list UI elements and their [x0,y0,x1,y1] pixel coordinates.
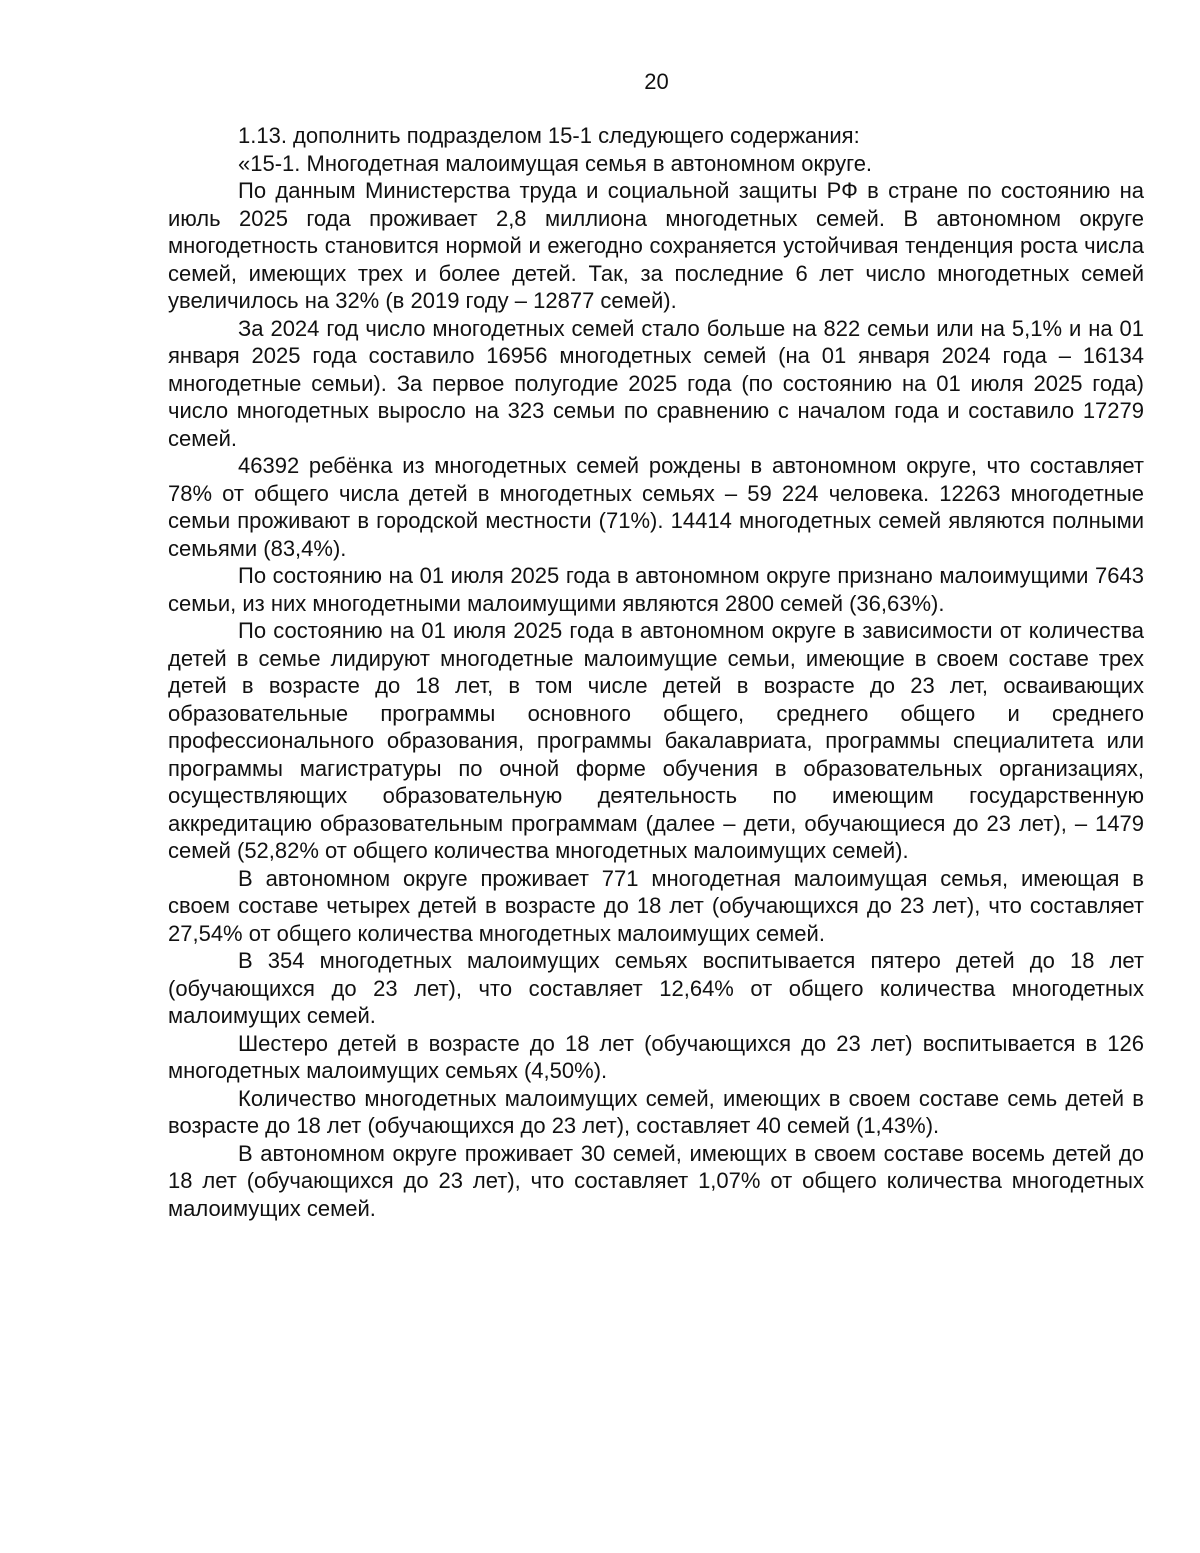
paragraph-subsection-title: «15-1. Многодетная малоимущая семья в автономном округе. [238,150,873,176]
paragraph-ministry-data: По данным Министерства труда и социальной защиты РФ в стране по состоянию на июль 2025 года проживает 2,8 миллиона многодетных семей. В автономном округе многодетность становится нормой и ежегодно сохраняется устойчивая тенденция роста числа семей, имеющих трех и более детей. Так, за последние 6 лет число многодетных семей увеличилось на 32% (в 2019 году – 12877 семей). [168,178,1144,313]
page-number: 20 [644,69,669,94]
paragraph-six-children: Шестеро детей в возрасте до 18 лет (обучающихся до 23 лет) воспитывается в 126 многодетных малоимущих семьях (4,50%). [168,1030,1144,1083]
paragraph-four-children: В автономном округе проживает 771 многодетная малоимущая семья, имеющая в своем составе четырех детей в возрасте до 18 лет (обучающихся до 23 лет), что составляет 27,54% от общего количества многодетных малоимущих семей. [168,865,1144,946]
paragraph-low-income-count: По состоянию на 01 июля 2025 года в автономном округе признано малоимущими 7643 семьи, из них многодетными малоимущими являются 2800 семей (36,63%). [168,563,1144,616]
paragraph-children-count: 46392 ребёнка из многодетных семей рождены в автономном округе, что составляет 78% от общего числа детей в многодетных семьях – 59 224 человека. 12263 многодетные семьи проживают в городской местности (71%). 14414 многодетных семей являются полными семьями (83,4%). [168,453,1144,561]
document-body [168,122,1144,1222]
paragraph-three-children: По состоянию на 01 июля 2025 года в автономном округе в зависимости от количества детей в семье лидируют многодетные малоимущие семьи, имеющие в своем составе трех детей в возрасте до 18 лет, в том числе детей в возрасте до 23 лет, осваивающих образовательные программы основного общего, среднего общего и среднего профессионального образования, программы бакалавриата, программы специалитета или программы магистратуры по очной форме обучения в образовательных организациях, осуществляющих образовательную деятельность по имеющим государственную аккредитацию образовательным программам (далее – дети, обучающиеся до 23 лет), – 1479 семей (52,82% от общего количества многодетных малоимущих семей). [168,618,1144,863]
paragraph-eight-children: В автономном округе проживает 30 семей, имеющих в своем составе восемь детей до 18 лет (обучающихся до 23 лет), что составляет 1,07% от общего количества многодетных малоимущих семей. [168,1140,1144,1221]
paragraph-2024-growth: За 2024 год число многодетных семей стало больше на 822 семьи или на 5,1% и на 01 января 2025 года составило 16956 многодетных семей (на 01 января 2024 года – 16134 многодетные семьи). За первое полугодие 2025 года (по состоянию на 01 июля 2025 года) число многодетных выросло на 323 семьи по сравнению с началом года и составило 17279 семей. [168,315,1144,451]
paragraph-amendment-intro: 1.13. дополнить подразделом 15-1 следующего содержания: [238,123,860,148]
paragraph-seven-children: Количество многодетных малоимущих семей, имеющих в своем составе семь детей в возрасте до 18 лет (обучающихся до 23 лет), составляет 40 семей (1,43%). [168,1085,1144,1138]
paragraph-five-children: В 354 многодетных малоимущих семьях воспитывается пятеро детей до 18 лет (обучающихся до 23 лет), что составляет 12,64% от общего количества многодетных малоимущих семей. [168,948,1144,1028]
